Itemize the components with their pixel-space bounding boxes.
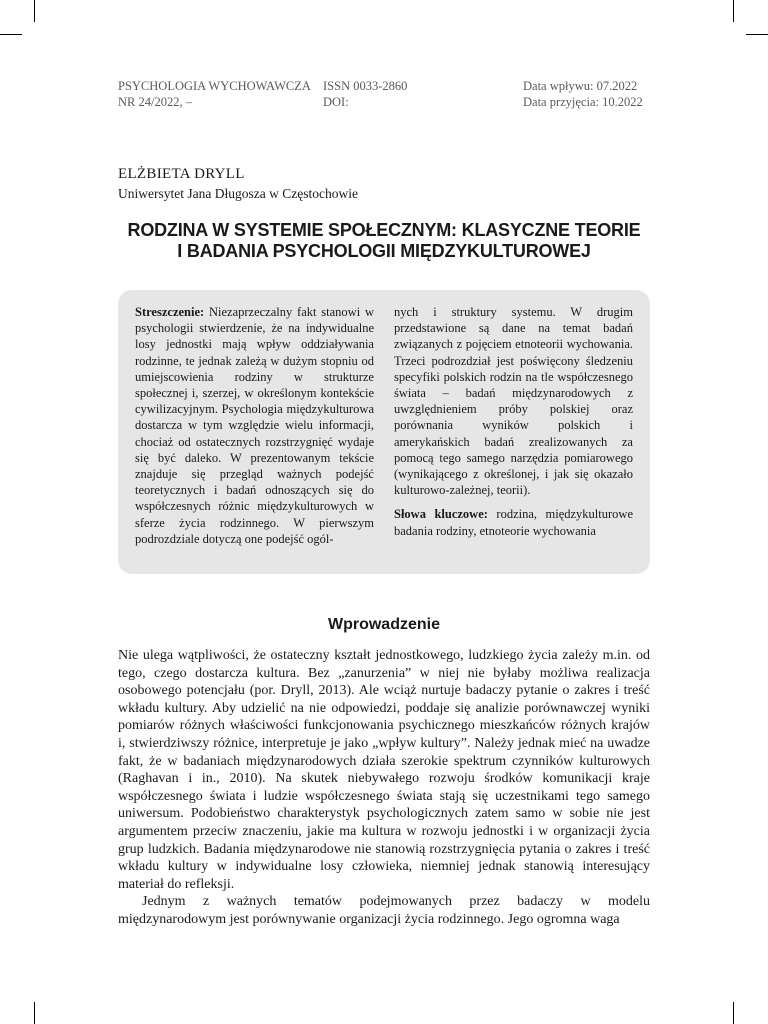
paper-title	[118, 220, 650, 262]
crop-mark-top-left	[34, 0, 35, 22]
issn: ISSN 0033-2860	[323, 79, 408, 93]
crop-mark-right-top	[746, 34, 768, 35]
abstract-text-left: Niezaprzeczalny fakt stanowi w psychologii stwierdzenie, że na indywidualne losy jednostki mają wpływ oddziaływania rodzinne, te jednak zależą w dużym stopniu od umiejscowienia rodziny w strukturze społecznej i, szerzej, w określonym kontekście cywilizacyjnym. Psychologia międzykulturowa dostarcza w tym względzie wielu informacji, chociaż od ostatecznych rozstrzygnięć wydaje się być daleko. W prezentowanym tekście znajduje się przegląd ważnych podejść teoretycznych i badań odnoszących się do współczesnych różnic międzykulturowych w sferze życia rodzinnego. W pierwszym podrozdziale dotyczą one podejść ogól-	[135, 305, 374, 546]
keywords-text: rodzina, międzykulturowe badania rodziny, etnoteorie wychowania	[394, 507, 633, 538]
dates-info	[523, 78, 643, 110]
doi: DOI:	[323, 95, 349, 109]
identifier-info	[323, 78, 407, 110]
abstract-paragraph	[135, 304, 374, 547]
crop-mark-top-right	[733, 0, 734, 22]
received-date: Data wpływu: 07.2022	[523, 79, 638, 93]
title-line-2: I BADANIA PSYCHOLOGII MIĘDZYKULTUROWEJ	[177, 241, 591, 261]
crop-mark-bottom-left	[34, 1002, 35, 1024]
keywords-label: Słowa kluczowe:	[394, 507, 488, 522]
section-heading: Wprowadzenie	[327, 616, 440, 633]
title-line-1: RODZINA W SYSTEMIE SPOŁECZNYM: KLASYCZNE TEORIE	[127, 220, 641, 240]
body-paragraph-2: Jednym z ważnych tematów podejmowanych przez badaczy w modelu międzynarodowym jest porównywanie organizacji życia rodzinnego. Jego ogromna waga	[118, 894, 650, 927]
journal-name: PSYCHOLOGIA WYCHOWAWCZA	[118, 79, 311, 93]
body-paragraph-1: Nie ulega wątpliwości, że ostateczny kształt jednostkowego, ludzkiego życia zależy m.in. od tego, czego dostarcza kultura. Bez „zanurzenia” w niej nie byłaby możliwa realizacja osobowego potencjału (por. Dryll, 2013). Ale wciąż nurtuje badaczy pytanie o zakres i treść wkładu kultury. Aby udzielić na nie odpowiedzi, poddaje się analizie porównawczej wyniki pomiarów różnych właściwości funkcjonowania psychicznego mieszkańców różnych krajów i, stwierdziwszy różnice, interpretuje je jako „wpływ kultury”. Należy jednak mieć na uwadze fakt, że w badaniach międzynarodowych działa szerokie spektrum czynników kulturowych (Raghavan i in., 2010). Na skutek niebywałego rozwoju środków komunikacji kraje współczesnego świata i ludzie współczesnego świata stają się uczestnikami tego samego uniwersum. Podobieństwo charakterystyk psychologicznych zatem samo w sobie nie jest argumentem przeciw znaczeniu, jakie ma kultura w rozwoju jednostki i w organizacji życia grup ludzkich. Badania międzynarodowe nie stanowią rozstrzygnięcia pytania o zakres i treść wkładu kultury w indywidualne losy człowieka, niemniej jednak stanowią interesujący materiał do refleksji.	[118, 648, 650, 892]
abstract-box	[118, 290, 650, 574]
author-affiliation: Uniwersytet Jana Długosza w Częstochowie	[118, 186, 358, 201]
body-text	[118, 647, 650, 929]
crop-mark-left-top	[0, 34, 22, 35]
accepted-date: Data przyjęcia: 10.2022	[523, 95, 643, 109]
abstract-label: Streszczenie:	[135, 305, 205, 319]
abstract-column-right	[394, 304, 633, 539]
journal-info	[118, 78, 311, 110]
crop-mark-bottom-right	[733, 1002, 734, 1024]
abstract-column-left	[135, 304, 374, 547]
author-name: ELŻBIETA DRYLL	[118, 166, 245, 182]
keywords-paragraph	[394, 506, 633, 538]
journal-issue: NR 24/2022, –	[118, 95, 192, 109]
abstract-text-right: nych i struktury systemu. W drugim przedstawione są dane na temat badań związanych z pojęciem etnoteorii wychowania. Trzeci podrozdział jest poświęcony śledzeniu specyfiki polskich rodzin na tle współczesnego świata – badań międzynarodowych z uwzględnieniem próby polskiej oraz porównania wyników polskich i amerykańskich badań zrealizowanych za pomocą tego samego narzędzia pomiarowego (wynikającego z określonej, i jak się okazało kulturowo-zależnej, teorii).	[394, 305, 633, 498]
